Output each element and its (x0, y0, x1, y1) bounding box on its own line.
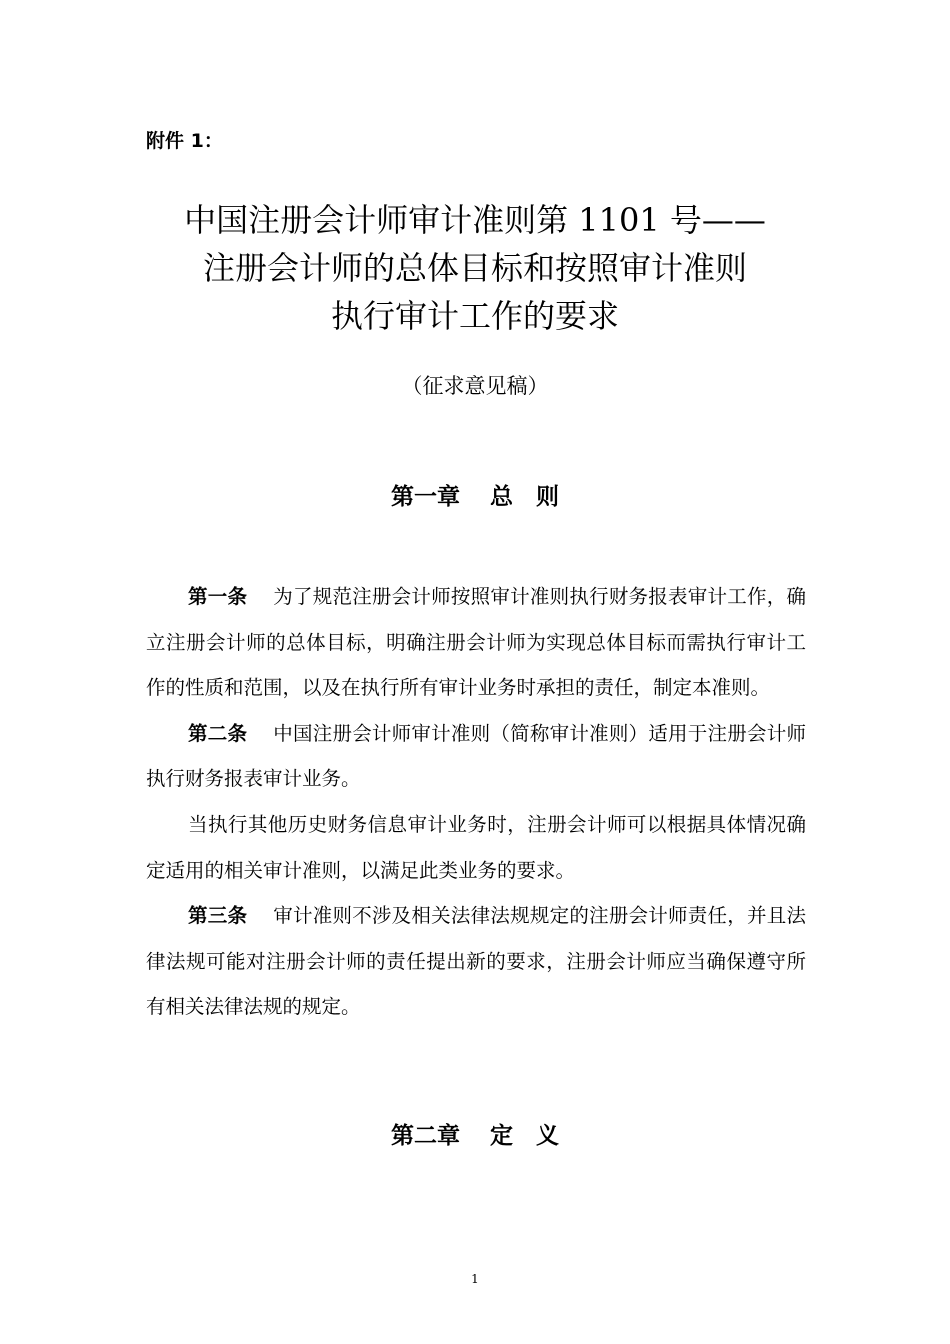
article-1 (146, 574, 806, 711)
article-3 (146, 893, 806, 1030)
chapter-1-name: 总 则 (490, 484, 559, 510)
chapter-2-heading (0, 1119, 950, 1153)
article-3-text: 审计准则不涉及相关法律法规规定的注册会计师责任，并且法律法规可能对注册会计师的责任提出新的要求，注册会计师应当确保遵守所有相关法律法规的规定。 (146, 904, 806, 1019)
article-2-number: 第二条 (188, 721, 248, 745)
page-number: 1 (471, 1272, 479, 1286)
chapter-1-heading (0, 480, 950, 514)
draft-note: （征求意见稿） (401, 374, 549, 398)
article-2-text: 中国注册会计师审计准则（简称审计准则）适用于注册会计师执行财务报表审计业务。 (146, 721, 806, 791)
article-3-number: 第三条 (188, 904, 248, 928)
article-1-number: 第一条 (188, 585, 248, 608)
attachment-label: 附件 1： (146, 130, 223, 152)
chapter-1-body (146, 574, 806, 1030)
article-2-paragraph-2: 当执行其他历史财务信息审计业务时，注册会计师可以根据具体情况确定适用的相关审计准则，以满足此类业务的要求。 (146, 812, 806, 882)
chapter-2-number: 第二章 (391, 1123, 460, 1149)
article-2 (146, 711, 806, 802)
document-title (0, 196, 950, 340)
title-line-1: 中国注册会计师审计准则第 1101 号—— (184, 201, 766, 239)
title-line-2: 注册会计师的总体目标和按照审计准则 (202, 249, 747, 287)
chapter-1-number: 第一章 (391, 484, 460, 510)
chapter-2-name: 定 义 (490, 1123, 559, 1149)
title-line-3: 执行审计工作的要求 (330, 297, 619, 335)
article-1-text: 为了规范注册会计师按照审计准则执行财务报表审计工作，确立注册会计师的总体目标，明确注册会计师为实现总体目标而需执行审计工作的性质和范围，以及在执行所有审计业务时承担的责任，制定本准则。 (146, 585, 806, 700)
